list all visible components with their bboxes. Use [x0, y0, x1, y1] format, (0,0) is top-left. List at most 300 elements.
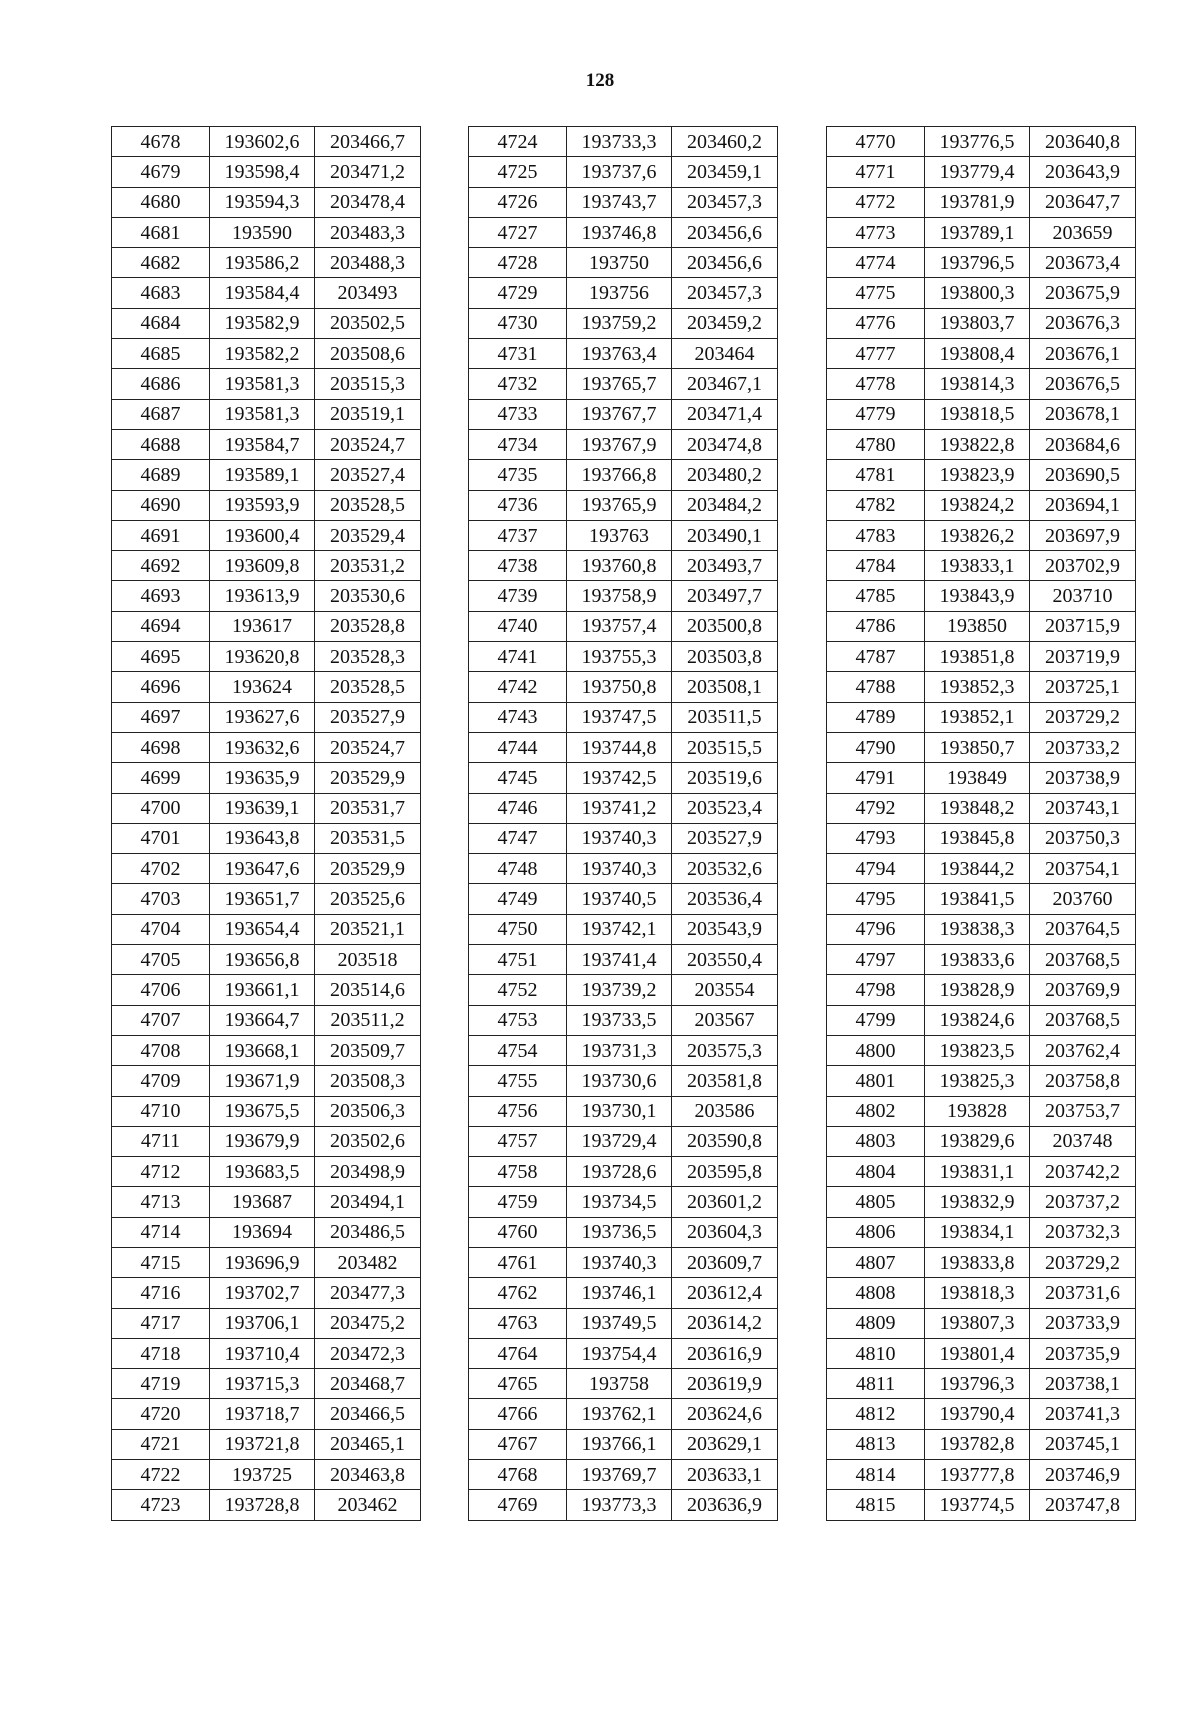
- table-row: [112, 854, 421, 884]
- y-coordinate-cell: 203500,8: [672, 611, 778, 641]
- x-coordinate-cell: 193617: [210, 611, 315, 641]
- x-coordinate-cell: 193851,8: [925, 642, 1030, 672]
- x-coordinate-cell: 193750: [567, 248, 672, 278]
- table-row: [827, 914, 1136, 944]
- y-coordinate-cell: 203619,9: [672, 1369, 778, 1399]
- x-coordinate-cell: 193750,8: [567, 672, 672, 702]
- y-coordinate-cell: 203527,9: [672, 823, 778, 853]
- table-row: [469, 399, 778, 429]
- table-row: [112, 884, 421, 914]
- table-row: [112, 1126, 421, 1156]
- x-coordinate-cell: 193729,4: [567, 1126, 672, 1156]
- y-coordinate-cell: 203525,6: [315, 884, 421, 914]
- y-coordinate-cell: 203614,2: [672, 1308, 778, 1338]
- point-number-cell: 4680: [112, 187, 210, 217]
- x-coordinate-cell: 193718,7: [210, 1399, 315, 1429]
- x-coordinate-cell: 193850: [925, 611, 1030, 641]
- y-coordinate-cell: 203527,4: [315, 460, 421, 490]
- x-coordinate-cell: 193831,1: [925, 1157, 1030, 1187]
- y-coordinate-cell: 203748: [1030, 1126, 1136, 1156]
- x-coordinate-cell: 193742,5: [567, 763, 672, 793]
- y-coordinate-cell: 203497,7: [672, 581, 778, 611]
- point-number-cell: 4747: [469, 823, 567, 853]
- point-number-cell: 4776: [827, 308, 925, 338]
- table-row: [469, 1096, 778, 1126]
- y-coordinate-cell: 203527,9: [315, 702, 421, 732]
- x-coordinate-cell: 193824,6: [925, 1005, 1030, 1035]
- y-coordinate-cell: 203738,9: [1030, 763, 1136, 793]
- y-coordinate-cell: 203502,6: [315, 1126, 421, 1156]
- y-coordinate-cell: 203524,7: [315, 732, 421, 762]
- y-coordinate-cell: 203518: [315, 945, 421, 975]
- x-coordinate-cell: 193767,9: [567, 429, 672, 459]
- point-number-cell: 4725: [469, 157, 567, 187]
- point-number-cell: 4728: [469, 248, 567, 278]
- point-number-cell: 4707: [112, 1005, 210, 1035]
- table-row: [112, 763, 421, 793]
- table-row: [469, 854, 778, 884]
- y-coordinate-cell: 203532,6: [672, 854, 778, 884]
- table-row: [469, 1035, 778, 1065]
- x-coordinate-cell: 193766,1: [567, 1429, 672, 1459]
- table-row: [469, 1399, 778, 1429]
- y-coordinate-cell: 203528,5: [315, 672, 421, 702]
- table-row: [469, 793, 778, 823]
- table-row: [469, 278, 778, 308]
- table-row: [112, 1460, 421, 1490]
- x-coordinate-cell: 193647,6: [210, 854, 315, 884]
- y-coordinate-cell: 203746,9: [1030, 1460, 1136, 1490]
- point-number-cell: 4751: [469, 945, 567, 975]
- y-coordinate-cell: 203508,6: [315, 339, 421, 369]
- table-row: [112, 1338, 421, 1368]
- point-number-cell: 4752: [469, 975, 567, 1005]
- point-number-cell: 4719: [112, 1369, 210, 1399]
- y-coordinate-cell: 203466,7: [315, 127, 421, 157]
- table-row: [827, 1157, 1136, 1187]
- table-row: [112, 460, 421, 490]
- table-row: [827, 884, 1136, 914]
- point-number-cell: 4711: [112, 1126, 210, 1156]
- y-coordinate-cell: 203464: [672, 339, 778, 369]
- y-coordinate-cell: 203737,2: [1030, 1187, 1136, 1217]
- x-coordinate-cell: 193609,8: [210, 551, 315, 581]
- x-coordinate-cell: 193852,1: [925, 702, 1030, 732]
- x-coordinate-cell: 193740,3: [567, 823, 672, 853]
- table-row: [112, 945, 421, 975]
- y-coordinate-cell: 203483,3: [315, 217, 421, 247]
- point-number-cell: 4766: [469, 1399, 567, 1429]
- y-coordinate-cell: 203529,9: [315, 763, 421, 793]
- y-coordinate-cell: 203502,5: [315, 308, 421, 338]
- y-coordinate-cell: 203754,1: [1030, 854, 1136, 884]
- y-coordinate-cell: 203643,9: [1030, 157, 1136, 187]
- point-number-cell: 4791: [827, 763, 925, 793]
- y-coordinate-cell: 203601,2: [672, 1187, 778, 1217]
- point-number-cell: 4753: [469, 1005, 567, 1035]
- y-coordinate-cell: 203457,3: [672, 187, 778, 217]
- table-row: [827, 551, 1136, 581]
- x-coordinate-cell: 193824,2: [925, 490, 1030, 520]
- point-number-cell: 4705: [112, 945, 210, 975]
- y-coordinate-cell: 203515,5: [672, 732, 778, 762]
- x-coordinate-cell: 193789,1: [925, 217, 1030, 247]
- x-coordinate-cell: 193759,2: [567, 308, 672, 338]
- x-coordinate-cell: 193818,5: [925, 399, 1030, 429]
- table-row: [112, 1247, 421, 1277]
- point-number-cell: 4760: [469, 1217, 567, 1247]
- y-coordinate-cell: 203710: [1030, 581, 1136, 611]
- x-coordinate-cell: 193664,7: [210, 1005, 315, 1035]
- x-coordinate-cell: 193822,8: [925, 429, 1030, 459]
- point-number-cell: 4754: [469, 1035, 567, 1065]
- point-number-cell: 4770: [827, 127, 925, 157]
- y-coordinate-cell: 203676,5: [1030, 369, 1136, 399]
- y-coordinate-cell: 203567: [672, 1005, 778, 1035]
- point-number-cell: 4686: [112, 369, 210, 399]
- point-number-cell: 4740: [469, 611, 567, 641]
- y-coordinate-cell: 203554: [672, 975, 778, 1005]
- x-coordinate-cell: 193741,4: [567, 945, 672, 975]
- y-coordinate-cell: 203673,4: [1030, 248, 1136, 278]
- x-coordinate-cell: 193584,4: [210, 278, 315, 308]
- point-number-cell: 4689: [112, 460, 210, 490]
- point-number-cell: 4729: [469, 278, 567, 308]
- x-coordinate-cell: 193845,8: [925, 823, 1030, 853]
- x-coordinate-cell: 193843,9: [925, 581, 1030, 611]
- y-coordinate-cell: 203503,8: [672, 642, 778, 672]
- x-coordinate-cell: 193781,9: [925, 187, 1030, 217]
- x-coordinate-cell: 193643,8: [210, 823, 315, 853]
- point-number-cell: 4798: [827, 975, 925, 1005]
- y-coordinate-cell: 203529,9: [315, 854, 421, 884]
- x-coordinate-cell: 193755,3: [567, 642, 672, 672]
- x-coordinate-cell: 193776,5: [925, 127, 1030, 157]
- point-number-cell: 4794: [827, 854, 925, 884]
- y-coordinate-cell: 203524,7: [315, 429, 421, 459]
- point-number-cell: 4809: [827, 1308, 925, 1338]
- table-row: [469, 369, 778, 399]
- table-row: [827, 1278, 1136, 1308]
- y-coordinate-cell: 203531,2: [315, 551, 421, 581]
- y-coordinate-cell: 203506,3: [315, 1096, 421, 1126]
- x-coordinate-cell: 193773,3: [567, 1490, 672, 1520]
- point-number-cell: 4732: [469, 369, 567, 399]
- x-coordinate-cell: 193740,3: [567, 1247, 672, 1277]
- x-coordinate-cell: 193796,5: [925, 248, 1030, 278]
- point-number-cell: 4797: [827, 945, 925, 975]
- y-coordinate-cell: 203758,8: [1030, 1066, 1136, 1096]
- point-number-cell: 4793: [827, 823, 925, 853]
- x-coordinate-cell: 193746,8: [567, 217, 672, 247]
- x-coordinate-cell: 193598,4: [210, 157, 315, 187]
- point-number-cell: 4763: [469, 1308, 567, 1338]
- table-row: [112, 1157, 421, 1187]
- point-number-cell: 4775: [827, 278, 925, 308]
- table-row: [112, 914, 421, 944]
- x-coordinate-cell: 193656,8: [210, 945, 315, 975]
- point-number-cell: 4720: [112, 1399, 210, 1429]
- y-coordinate-cell: 203684,6: [1030, 429, 1136, 459]
- x-coordinate-cell: 193624: [210, 672, 315, 702]
- table-row: [112, 823, 421, 853]
- table-row: [112, 248, 421, 278]
- table-row: [112, 399, 421, 429]
- y-coordinate-cell: 203636,9: [672, 1490, 778, 1520]
- x-coordinate-cell: 193728,6: [567, 1157, 672, 1187]
- x-coordinate-cell: 193581,3: [210, 399, 315, 429]
- table-row: [112, 702, 421, 732]
- table-row: [469, 1126, 778, 1156]
- x-coordinate-cell: 193730,6: [567, 1066, 672, 1096]
- point-number-cell: 4698: [112, 732, 210, 762]
- y-coordinate-cell: 203528,8: [315, 611, 421, 641]
- y-coordinate-cell: 203633,1: [672, 1460, 778, 1490]
- point-number-cell: 4734: [469, 429, 567, 459]
- table-row: [827, 763, 1136, 793]
- point-number-cell: 4742: [469, 672, 567, 702]
- x-coordinate-cell: 193828,9: [925, 975, 1030, 1005]
- point-number-cell: 4713: [112, 1187, 210, 1217]
- y-coordinate-cell: 203515,3: [315, 369, 421, 399]
- x-coordinate-cell: 193600,4: [210, 520, 315, 550]
- point-number-cell: 4739: [469, 581, 567, 611]
- x-coordinate-cell: 193737,6: [567, 157, 672, 187]
- table-row: [827, 1429, 1136, 1459]
- y-coordinate-cell: 203457,3: [672, 278, 778, 308]
- y-coordinate-cell: 203471,2: [315, 157, 421, 187]
- point-number-cell: 4765: [469, 1369, 567, 1399]
- y-coordinate-cell: 203629,1: [672, 1429, 778, 1459]
- x-coordinate-cell: 193696,9: [210, 1247, 315, 1277]
- table-row: [469, 217, 778, 247]
- x-coordinate-cell: 193590: [210, 217, 315, 247]
- table-row: [827, 399, 1136, 429]
- point-number-cell: 4756: [469, 1096, 567, 1126]
- point-number-cell: 4681: [112, 217, 210, 247]
- table-row: [469, 308, 778, 338]
- x-coordinate-cell: 193747,5: [567, 702, 672, 732]
- table-row: [469, 763, 778, 793]
- table-row: [112, 1187, 421, 1217]
- point-number-cell: 4786: [827, 611, 925, 641]
- point-number-cell: 4808: [827, 1278, 925, 1308]
- table-row: [469, 1247, 778, 1277]
- point-number-cell: 4757: [469, 1126, 567, 1156]
- table-row: [112, 520, 421, 550]
- table-row: [827, 702, 1136, 732]
- table-row: [112, 1066, 421, 1096]
- point-number-cell: 4796: [827, 914, 925, 944]
- point-number-cell: 4812: [827, 1399, 925, 1429]
- point-number-cell: 4761: [469, 1247, 567, 1277]
- table-row: [827, 1247, 1136, 1277]
- table-row: [827, 1126, 1136, 1156]
- table-row: [469, 823, 778, 853]
- point-number-cell: 4781: [827, 460, 925, 490]
- x-coordinate-cell: 193632,6: [210, 732, 315, 762]
- table-row: [469, 490, 778, 520]
- table-row: [112, 1096, 421, 1126]
- point-number-cell: 4730: [469, 308, 567, 338]
- y-coordinate-cell: 203462: [315, 1490, 421, 1520]
- x-coordinate-cell: 193833,8: [925, 1247, 1030, 1277]
- x-coordinate-cell: 193639,1: [210, 793, 315, 823]
- point-number-cell: 4813: [827, 1429, 925, 1459]
- y-coordinate-cell: 203480,2: [672, 460, 778, 490]
- y-coordinate-cell: 203702,9: [1030, 551, 1136, 581]
- x-coordinate-cell: 193848,2: [925, 793, 1030, 823]
- x-coordinate-cell: 193675,5: [210, 1096, 315, 1126]
- y-coordinate-cell: 203466,5: [315, 1399, 421, 1429]
- table-row: [112, 732, 421, 762]
- x-coordinate-cell: 193832,9: [925, 1187, 1030, 1217]
- table-row: [827, 127, 1136, 157]
- table-row: [469, 1429, 778, 1459]
- y-coordinate-cell: 203459,2: [672, 308, 778, 338]
- x-coordinate-cell: 193744,8: [567, 732, 672, 762]
- table-row: [112, 1035, 421, 1065]
- table-row: [827, 1460, 1136, 1490]
- table-row: [469, 1157, 778, 1187]
- y-coordinate-cell: 203519,6: [672, 763, 778, 793]
- point-number-cell: 4769: [469, 1490, 567, 1520]
- point-number-cell: 4696: [112, 672, 210, 702]
- point-number-cell: 4779: [827, 399, 925, 429]
- table-row: [112, 793, 421, 823]
- point-number-cell: 4748: [469, 854, 567, 884]
- table-row: [827, 1490, 1136, 1520]
- table-row: [827, 732, 1136, 762]
- x-coordinate-cell: 193620,8: [210, 642, 315, 672]
- table-row: [112, 672, 421, 702]
- x-coordinate-cell: 193779,4: [925, 157, 1030, 187]
- x-coordinate-cell: 193758,9: [567, 581, 672, 611]
- x-coordinate-cell: 193760,8: [567, 551, 672, 581]
- table-row: [469, 1308, 778, 1338]
- table-row: [469, 1066, 778, 1096]
- point-number-cell: 4811: [827, 1369, 925, 1399]
- table-row: [827, 429, 1136, 459]
- x-coordinate-cell: 193758: [567, 1369, 672, 1399]
- x-coordinate-cell: 193749,5: [567, 1308, 672, 1338]
- point-number-cell: 4790: [827, 732, 925, 762]
- y-coordinate-cell: 203762,4: [1030, 1035, 1136, 1065]
- point-number-cell: 4755: [469, 1066, 567, 1096]
- point-number-cell: 4771: [827, 157, 925, 187]
- table-row: [827, 248, 1136, 278]
- table-row: [112, 187, 421, 217]
- y-coordinate-cell: 203604,3: [672, 1217, 778, 1247]
- y-coordinate-cell: 203768,5: [1030, 1005, 1136, 1035]
- y-coordinate-cell: 203729,2: [1030, 1247, 1136, 1277]
- point-number-cell: 4722: [112, 1460, 210, 1490]
- y-coordinate-cell: 203753,7: [1030, 1096, 1136, 1126]
- point-number-cell: 4695: [112, 642, 210, 672]
- x-coordinate-cell: 193733,3: [567, 127, 672, 157]
- x-coordinate-cell: 193733,5: [567, 1005, 672, 1035]
- y-coordinate-cell: 203519,1: [315, 399, 421, 429]
- table-row: [469, 1005, 778, 1035]
- y-coordinate-cell: 203640,8: [1030, 127, 1136, 157]
- y-coordinate-cell: 203488,3: [315, 248, 421, 278]
- table-row: [827, 339, 1136, 369]
- point-number-cell: 4802: [827, 1096, 925, 1126]
- table-row: [112, 127, 421, 157]
- y-coordinate-cell: 203590,8: [672, 1126, 778, 1156]
- y-coordinate-cell: 203528,3: [315, 642, 421, 672]
- table-row: [112, 490, 421, 520]
- point-number-cell: 4693: [112, 581, 210, 611]
- x-coordinate-cell: 193796,3: [925, 1369, 1030, 1399]
- point-number-cell: 4692: [112, 551, 210, 581]
- y-coordinate-cell: 203595,8: [672, 1157, 778, 1187]
- table-row: [827, 1308, 1136, 1338]
- point-number-cell: 4699: [112, 763, 210, 793]
- point-number-cell: 4733: [469, 399, 567, 429]
- x-coordinate-cell: 193850,7: [925, 732, 1030, 762]
- x-coordinate-cell: 193838,3: [925, 914, 1030, 944]
- x-coordinate-cell: 193762,1: [567, 1399, 672, 1429]
- x-coordinate-cell: 193833,6: [925, 945, 1030, 975]
- x-coordinate-cell: 193651,7: [210, 884, 315, 914]
- table-row: [112, 1308, 421, 1338]
- point-number-cell: 4799: [827, 1005, 925, 1035]
- y-coordinate-cell: 203738,1: [1030, 1369, 1136, 1399]
- point-number-cell: 4741: [469, 642, 567, 672]
- table-row: [469, 975, 778, 1005]
- y-coordinate-cell: 203769,9: [1030, 975, 1136, 1005]
- x-coordinate-cell: 193654,4: [210, 914, 315, 944]
- y-coordinate-cell: 203521,1: [315, 914, 421, 944]
- x-coordinate-cell: 193715,3: [210, 1369, 315, 1399]
- y-coordinate-cell: 203493: [315, 278, 421, 308]
- table-row: [827, 520, 1136, 550]
- y-coordinate-cell: 203760: [1030, 884, 1136, 914]
- table-row: [469, 248, 778, 278]
- coordinates-table-1: [111, 126, 421, 1521]
- point-number-cell: 4694: [112, 611, 210, 641]
- x-coordinate-cell: 193671,9: [210, 1066, 315, 1096]
- point-number-cell: 4800: [827, 1035, 925, 1065]
- table-row: [469, 1278, 778, 1308]
- x-coordinate-cell: 193777,8: [925, 1460, 1030, 1490]
- point-number-cell: 4714: [112, 1217, 210, 1247]
- x-coordinate-cell: 193814,3: [925, 369, 1030, 399]
- x-coordinate-cell: 193790,4: [925, 1399, 1030, 1429]
- point-number-cell: 4735: [469, 460, 567, 490]
- table-row: [112, 611, 421, 641]
- y-coordinate-cell: 203482: [315, 1247, 421, 1277]
- table-row: [827, 1096, 1136, 1126]
- x-coordinate-cell: 193757,4: [567, 611, 672, 641]
- x-coordinate-cell: 193734,5: [567, 1187, 672, 1217]
- y-coordinate-cell: 203743,1: [1030, 793, 1136, 823]
- y-coordinate-cell: 203460,2: [672, 127, 778, 157]
- table-row: [469, 520, 778, 550]
- x-coordinate-cell: 193679,9: [210, 1126, 315, 1156]
- y-coordinate-cell: 203690,5: [1030, 460, 1136, 490]
- point-number-cell: 4704: [112, 914, 210, 944]
- y-coordinate-cell: 203697,9: [1030, 520, 1136, 550]
- x-coordinate-cell: 193828: [925, 1096, 1030, 1126]
- x-coordinate-cell: 193852,3: [925, 672, 1030, 702]
- point-number-cell: 4702: [112, 854, 210, 884]
- x-coordinate-cell: 193613,9: [210, 581, 315, 611]
- point-number-cell: 4814: [827, 1460, 925, 1490]
- y-coordinate-cell: 203498,9: [315, 1157, 421, 1187]
- x-coordinate-cell: 193702,7: [210, 1278, 315, 1308]
